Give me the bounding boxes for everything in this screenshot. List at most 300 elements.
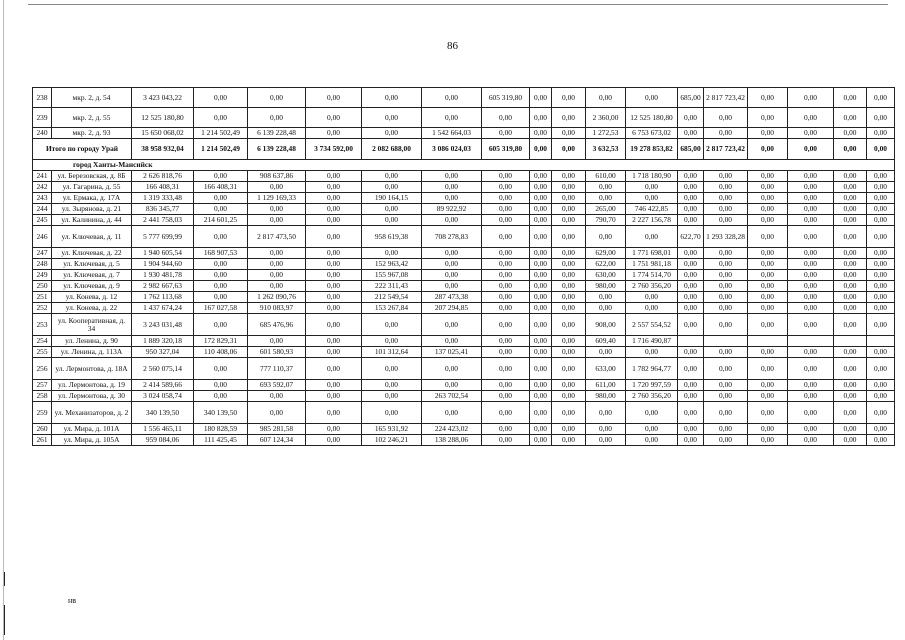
value-cell: 0,00: [530, 424, 552, 435]
value-cell: 0,00: [306, 336, 362, 347]
value-cell: 1 782 964,77: [626, 358, 678, 380]
total-row: [33, 139, 895, 160]
value-cell: 263 702,54: [422, 391, 482, 402]
value-cell: 908 637,86: [248, 171, 306, 182]
value-cell: 111 425,45: [194, 435, 248, 446]
value-cell: 777 110,37: [248, 358, 306, 380]
value-cell: 0,00: [362, 314, 422, 336]
value-cell: 0,00: [362, 204, 422, 215]
value-cell: 0,00: [552, 215, 586, 226]
table-row: [33, 292, 895, 303]
value-cell: 0,00: [748, 391, 788, 402]
value-cell: 0,00: [530, 171, 552, 182]
value-cell: 0,00: [834, 303, 867, 314]
value-cell: 0,00: [306, 171, 362, 182]
value-cell: 0,00: [306, 270, 362, 281]
value-cell: 0,00: [586, 435, 626, 446]
table-row: [33, 215, 895, 226]
value-cell: 0,00: [586, 402, 626, 424]
value-cell: 0,00: [422, 193, 482, 204]
value-cell: 1 262 090,76: [248, 292, 306, 303]
table-row: [33, 336, 895, 347]
row-number-cell: 247: [33, 248, 52, 259]
address-cell: ул. Мира, д. 101А: [52, 424, 132, 435]
value-cell: 12 525 180,80: [132, 108, 194, 128]
value-cell: 0,00: [678, 358, 704, 380]
value-cell: 2 557 554,52: [626, 314, 678, 336]
value-cell: 605 319,80: [482, 88, 530, 108]
value-cell: 908,00: [586, 314, 626, 336]
value-cell: 207 294,85: [422, 303, 482, 314]
value-cell: 0,00: [248, 281, 306, 292]
value-cell: 0,00: [552, 171, 586, 182]
table-row: [33, 303, 895, 314]
value-cell: 0,00: [626, 226, 678, 248]
value-cell: 3 423 043,22: [132, 88, 194, 108]
value-cell: 0,00: [834, 402, 867, 424]
value-cell: 0,00: [867, 292, 895, 303]
table-row: [33, 182, 895, 193]
scan-margin-mark: [4, 572, 5, 586]
value-cell: 0,00: [867, 128, 895, 139]
address-cell: ул. Гагарина, д. 55: [52, 182, 132, 193]
value-cell: 0,00: [834, 193, 867, 204]
table-row: [33, 380, 895, 391]
address-cell: ул. Кооперативная, д. 34: [52, 314, 132, 336]
value-cell: 0,00: [788, 182, 834, 193]
value-cell: 836 345,77: [132, 204, 194, 215]
value-cell: 0,00: [748, 215, 788, 226]
value-cell: 0,00: [306, 435, 362, 446]
table-row: [33, 402, 895, 424]
value-cell: 0,00: [678, 248, 704, 259]
value-cell: 0,00: [422, 402, 482, 424]
value-cell: 0,00: [552, 108, 586, 128]
value-cell: 0,00: [704, 171, 748, 182]
value-cell: 6 139 228,48: [248, 128, 306, 139]
value-cell: 0,00: [482, 248, 530, 259]
value-cell: 0,00: [748, 303, 788, 314]
address-cell: ул. Лермонтова, д. 30: [52, 391, 132, 402]
value-cell: 287 473,38: [422, 292, 482, 303]
city-section-label: город Ханты-Мансийск: [33, 160, 895, 171]
value-cell: 0,00: [834, 292, 867, 303]
value-cell: 0,00: [306, 303, 362, 314]
value-cell: 0,00: [834, 88, 867, 108]
value-cell: 1 272,53: [586, 128, 626, 139]
value-cell: [704, 336, 748, 347]
value-cell: 0,00: [704, 182, 748, 193]
value-cell: 0,00: [306, 402, 362, 424]
value-cell: 265,00: [586, 204, 626, 215]
value-cell: 607 124,34: [248, 435, 306, 446]
value-cell: 0,00: [422, 380, 482, 391]
table-row: [33, 435, 895, 446]
value-cell: 0,00: [552, 380, 586, 391]
value-cell: 0,00: [704, 347, 748, 358]
value-cell: 138 288,06: [422, 435, 482, 446]
value-cell: 0,00: [362, 171, 422, 182]
value-cell: 0,00: [530, 215, 552, 226]
value-cell: 0,00: [552, 391, 586, 402]
value-cell: 0,00: [586, 193, 626, 204]
value-cell: 0,00: [530, 391, 552, 402]
value-cell: 0,00: [704, 259, 748, 270]
value-cell: 0,00: [748, 358, 788, 380]
value-cell: 0,00: [422, 182, 482, 193]
value-cell: 0,00: [867, 204, 895, 215]
value-cell: 2 360,00: [586, 108, 626, 128]
value-cell: 0,00: [306, 128, 362, 139]
value-cell: 0,00: [788, 204, 834, 215]
value-cell: 0,00: [422, 215, 482, 226]
value-cell: 0,00: [248, 402, 306, 424]
value-cell: 0,00: [586, 226, 626, 248]
value-cell: 0,00: [194, 193, 248, 204]
table-row: [33, 281, 895, 292]
value-cell: 0,00: [194, 292, 248, 303]
value-cell: 0,00: [867, 424, 895, 435]
total-cell: 19 278 853,82: [626, 139, 678, 160]
value-cell: 1 889 320,18: [132, 336, 194, 347]
value-cell: 629,00: [586, 248, 626, 259]
value-cell: 601 580,93: [248, 347, 306, 358]
value-cell: 0,00: [626, 182, 678, 193]
value-cell: 0,00: [748, 259, 788, 270]
value-cell: 0,00: [788, 402, 834, 424]
row-number-cell: 255: [33, 347, 52, 358]
value-cell: 0,00: [362, 88, 422, 108]
table-row: [33, 128, 895, 139]
value-cell: 0,00: [530, 435, 552, 446]
value-cell: 622,00: [586, 259, 626, 270]
value-cell: 0,00: [362, 358, 422, 380]
value-cell: 0,00: [834, 108, 867, 128]
address-cell: ул. Ключевая, д. 11: [52, 226, 132, 248]
value-cell: 708 278,83: [422, 226, 482, 248]
value-cell: 167 027,58: [194, 303, 248, 314]
value-cell: 0,00: [530, 402, 552, 424]
value-cell: 0,00: [788, 435, 834, 446]
address-cell: ул. Мира, д. 105А: [52, 435, 132, 446]
value-cell: [867, 336, 895, 347]
value-cell: 0,00: [552, 226, 586, 248]
value-cell: [834, 336, 867, 347]
value-cell: 0,00: [788, 347, 834, 358]
value-cell: 1 751 981,18: [626, 259, 678, 270]
value-cell: 693 592,07: [248, 380, 306, 391]
value-cell: 0,00: [586, 88, 626, 108]
value-cell: 0,00: [748, 171, 788, 182]
value-cell: 0,00: [248, 248, 306, 259]
total-cell: 685,00: [678, 139, 704, 160]
table-row: [33, 248, 895, 259]
value-cell: 0,00: [552, 128, 586, 139]
value-cell: 0,00: [362, 108, 422, 128]
value-cell: 0,00: [867, 259, 895, 270]
value-cell: 0,00: [704, 270, 748, 281]
value-cell: 0,00: [306, 215, 362, 226]
value-cell: 0,00: [867, 402, 895, 424]
value-cell: 0,00: [678, 391, 704, 402]
value-cell: 0,00: [626, 347, 678, 358]
address-cell: ул. Ермака, д. 17А: [52, 193, 132, 204]
value-cell: 137 025,41: [422, 347, 482, 358]
value-cell: 0,00: [306, 281, 362, 292]
value-cell: 0,00: [530, 248, 552, 259]
value-cell: 0,00: [704, 303, 748, 314]
value-cell: 1 720 997,59: [626, 380, 678, 391]
value-cell: 0,00: [788, 292, 834, 303]
value-cell: 0,00: [552, 281, 586, 292]
value-cell: 0,00: [530, 108, 552, 128]
value-cell: 0,00: [482, 347, 530, 358]
value-cell: 1 930 481,78: [132, 270, 194, 281]
value-cell: 0,00: [834, 424, 867, 435]
value-cell: 0,00: [788, 270, 834, 281]
value-cell: 0,00: [867, 171, 895, 182]
value-cell: 1 437 674,24: [132, 303, 194, 314]
value-cell: 0,00: [194, 171, 248, 182]
value-cell: 0,00: [552, 435, 586, 446]
total-cell: 3 632,53: [586, 139, 626, 160]
row-number-cell: 259: [33, 402, 52, 424]
value-cell: 0,00: [194, 314, 248, 336]
value-cell: 102 246,21: [362, 435, 422, 446]
value-cell: 0,00: [867, 215, 895, 226]
value-cell: 0,00: [678, 108, 704, 128]
row-number-cell: 238: [33, 88, 52, 108]
value-cell: 0,00: [748, 108, 788, 128]
value-cell: 89 922,92: [422, 204, 482, 215]
value-cell: 0,00: [552, 314, 586, 336]
value-cell: 155 967,08: [362, 270, 422, 281]
table-row: [33, 88, 895, 108]
value-cell: 0,00: [626, 402, 678, 424]
value-cell: 0,00: [530, 128, 552, 139]
value-cell: 1 542 664,03: [422, 128, 482, 139]
value-cell: 0,00: [834, 128, 867, 139]
address-cell: ул. Ленина, д. 90: [52, 336, 132, 347]
value-cell: 0,00: [306, 347, 362, 358]
total-label: Итого по городу Урай: [33, 139, 132, 160]
value-cell: 0,00: [552, 424, 586, 435]
value-cell: 0,00: [482, 358, 530, 380]
value-cell: 0,00: [748, 347, 788, 358]
address-cell: ул. Ключевая, д. 9: [52, 281, 132, 292]
value-cell: 0,00: [704, 358, 748, 380]
value-cell: 980,00: [586, 391, 626, 402]
value-cell: 610,00: [586, 171, 626, 182]
value-cell: 0,00: [422, 108, 482, 128]
value-cell: 0,00: [482, 215, 530, 226]
value-cell: 0,00: [306, 193, 362, 204]
total-cell: 3 734 592,00: [306, 139, 362, 160]
value-cell: 0,00: [306, 314, 362, 336]
value-cell: 2 760 356,20: [626, 391, 678, 402]
value-cell: 959 084,06: [132, 435, 194, 446]
total-cell: 38 958 932,04: [132, 139, 194, 160]
value-cell: 685 476,96: [248, 314, 306, 336]
value-cell: 0,00: [867, 108, 895, 128]
value-cell: 0,00: [194, 358, 248, 380]
value-cell: 0,00: [248, 88, 306, 108]
value-cell: 910 083,97: [248, 303, 306, 314]
value-cell: 950 327,04: [132, 347, 194, 358]
value-cell: 0,00: [194, 391, 248, 402]
value-cell: 0,00: [306, 380, 362, 391]
value-cell: 0,00: [867, 270, 895, 281]
row-number-cell: 241: [33, 171, 52, 182]
value-cell: 0,00: [362, 336, 422, 347]
value-cell: 0,00: [704, 314, 748, 336]
value-cell: 0,00: [678, 402, 704, 424]
value-cell: 0,00: [482, 314, 530, 336]
value-cell: 0,00: [704, 424, 748, 435]
value-cell: 0,00: [867, 226, 895, 248]
value-cell: 224 423,02: [422, 424, 482, 435]
footer-note: нв: [68, 596, 77, 605]
value-cell: 0,00: [678, 380, 704, 391]
value-cell: 0,00: [362, 215, 422, 226]
value-cell: 0,00: [788, 108, 834, 128]
value-cell: 0,00: [678, 303, 704, 314]
capital-repair-table: [32, 87, 895, 446]
value-cell: 0,00: [788, 171, 834, 182]
value-cell: 0,00: [552, 292, 586, 303]
value-cell: 166 408,31: [194, 182, 248, 193]
value-cell: 0,00: [248, 270, 306, 281]
value-cell: 0,00: [306, 248, 362, 259]
value-cell: [788, 336, 834, 347]
value-cell: 190 164,15: [362, 193, 422, 204]
value-cell: 0,00: [530, 347, 552, 358]
value-cell: 0,00: [306, 292, 362, 303]
value-cell: 0,00: [748, 248, 788, 259]
value-cell: 0,00: [362, 128, 422, 139]
address-cell: мкр. 2, д. 55: [52, 108, 132, 128]
total-cell: 605 319,80: [482, 139, 530, 160]
value-cell: 0,00: [748, 380, 788, 391]
row-number-cell: 260: [33, 424, 52, 435]
row-number-cell: 253: [33, 314, 52, 336]
value-cell: 6 753 673,02: [626, 128, 678, 139]
value-cell: 0,00: [530, 314, 552, 336]
value-cell: 0,00: [482, 424, 530, 435]
value-cell: 1 129 169,33: [248, 193, 306, 204]
value-cell: 0,00: [482, 193, 530, 204]
value-cell: 0,00: [362, 402, 422, 424]
value-cell: 0,00: [867, 391, 895, 402]
value-cell: 0,00: [552, 358, 586, 380]
value-cell: 0,00: [834, 248, 867, 259]
value-cell: 0,00: [678, 435, 704, 446]
value-cell: 0,00: [834, 182, 867, 193]
value-cell: 0,00: [626, 303, 678, 314]
address-cell: ул. Ленина, д. 113А: [52, 347, 132, 358]
value-cell: 0,00: [834, 215, 867, 226]
value-cell: 5 777 699,99: [132, 226, 194, 248]
value-cell: 0,00: [552, 270, 586, 281]
value-cell: 0,00: [422, 336, 482, 347]
total-cell: 0,00: [867, 139, 895, 160]
value-cell: 0,00: [867, 314, 895, 336]
table-row: [33, 204, 895, 215]
value-cell: 0,00: [788, 88, 834, 108]
value-cell: 0,00: [194, 270, 248, 281]
value-cell: 0,00: [482, 336, 530, 347]
total-cell: 0,00: [552, 139, 586, 160]
table-row: [33, 358, 895, 380]
value-cell: 0,00: [482, 182, 530, 193]
value-cell: 0,00: [530, 259, 552, 270]
total-cell: 0,00: [788, 139, 834, 160]
value-cell: 0,00: [248, 215, 306, 226]
value-cell: 0,00: [704, 391, 748, 402]
value-cell: 1 293 328,28: [704, 226, 748, 248]
value-cell: 214 601,25: [194, 215, 248, 226]
value-cell: 0,00: [482, 171, 530, 182]
value-cell: 0,00: [482, 292, 530, 303]
value-cell: 222 311,43: [362, 281, 422, 292]
value-cell: 0,00: [678, 424, 704, 435]
value-cell: 985 281,58: [248, 424, 306, 435]
value-cell: 0,00: [748, 292, 788, 303]
value-cell: 0,00: [748, 182, 788, 193]
table-row: [33, 108, 895, 128]
value-cell: 0,00: [482, 259, 530, 270]
value-cell: 0,00: [552, 193, 586, 204]
value-cell: 0,00: [867, 435, 895, 446]
value-cell: 0,00: [678, 314, 704, 336]
row-number-cell: 245: [33, 215, 52, 226]
value-cell: 165 931,92: [362, 424, 422, 435]
value-cell: 0,00: [586, 292, 626, 303]
total-cell: 3 086 024,03: [422, 139, 482, 160]
value-cell: 0,00: [306, 88, 362, 108]
table-row: [33, 270, 895, 281]
value-cell: 0,00: [482, 270, 530, 281]
address-cell: ул. Зырянова, д. 21: [52, 204, 132, 215]
value-cell: 0,00: [704, 108, 748, 128]
value-cell: 1 319 333,48: [132, 193, 194, 204]
value-cell: 0,00: [626, 193, 678, 204]
value-cell: 0,00: [552, 182, 586, 193]
value-cell: 0,00: [306, 182, 362, 193]
value-cell: 0,00: [552, 336, 586, 347]
value-cell: 0,00: [482, 108, 530, 128]
row-number-cell: 248: [33, 259, 52, 270]
total-cell: 6 139 228,48: [248, 139, 306, 160]
value-cell: 0,00: [530, 303, 552, 314]
value-cell: 0,00: [362, 380, 422, 391]
value-cell: 0,00: [482, 128, 530, 139]
value-cell: 0,00: [482, 402, 530, 424]
value-cell: 0,00: [530, 88, 552, 108]
value-cell: 2 626 818,76: [132, 171, 194, 182]
table-row: [33, 314, 895, 336]
row-number-cell: 246: [33, 226, 52, 248]
value-cell: 2 982 667,63: [132, 281, 194, 292]
scan-left-edge: [3, 0, 4, 640]
row-number-cell: 258: [33, 391, 52, 402]
value-cell: 609,40: [586, 336, 626, 347]
value-cell: 0,00: [626, 292, 678, 303]
value-cell: 0,00: [552, 248, 586, 259]
value-cell: 0,00: [530, 380, 552, 391]
value-cell: 0,00: [788, 358, 834, 380]
total-cell: 1 214 502,49: [194, 139, 248, 160]
